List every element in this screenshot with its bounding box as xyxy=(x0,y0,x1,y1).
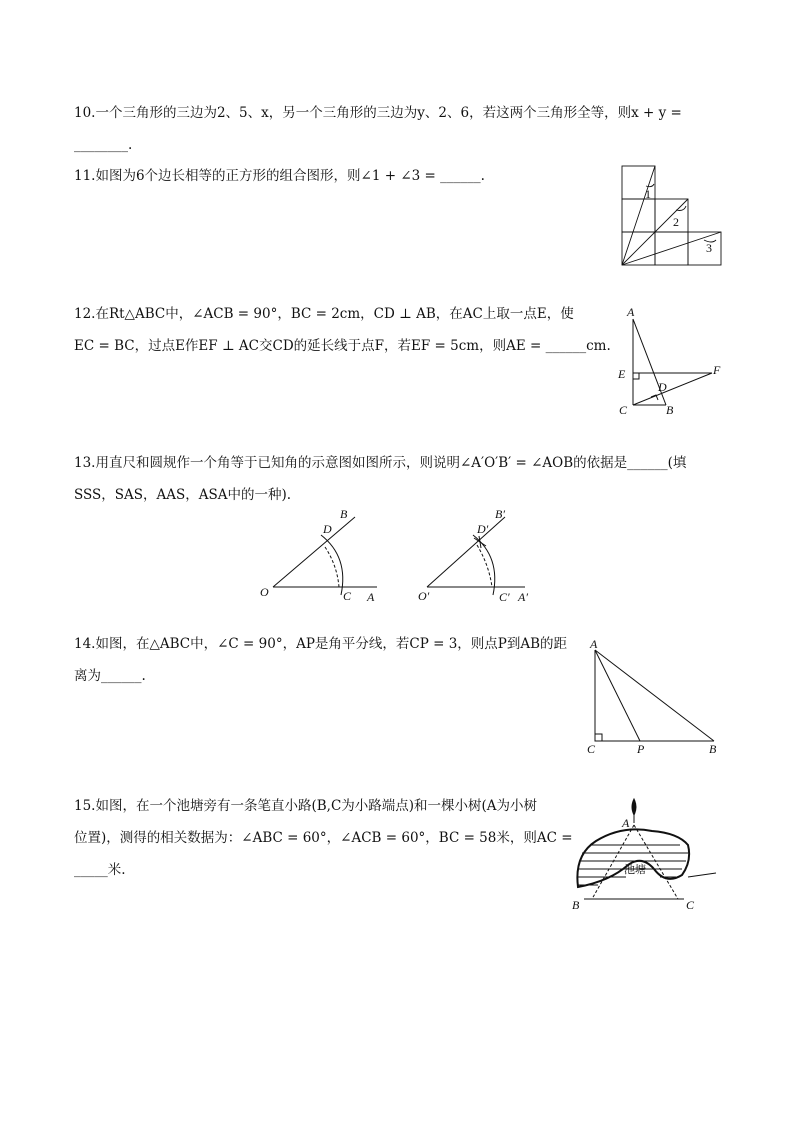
figure-13-label-B: B xyxy=(340,507,348,521)
question-10-line-1: 10.一个三角形的三边为2、5、x，另一个三角形的三边为y、2、6，若这两个三角形全等，则x + y = xyxy=(74,105,682,121)
figure-13-label-A: A xyxy=(367,590,375,604)
figure-12-label-D: D xyxy=(658,380,667,394)
question-12 xyxy=(74,298,611,362)
figure-14-label-A: A xyxy=(590,637,598,651)
figure-12-triangle xyxy=(612,305,727,420)
figure-12-label-B: B xyxy=(666,403,674,417)
question-11-line-1: 11.如图为6个边长相等的正方形的组合图形，则∠1 + ∠3 = ______. xyxy=(74,168,485,184)
figure-13-label-A-prime: A′ xyxy=(518,590,528,604)
question-13 xyxy=(74,447,686,511)
question-10-line-2: ________. xyxy=(74,137,133,153)
figure-13-label-C: C xyxy=(343,589,352,603)
figure-11-label-1: 1 xyxy=(645,187,651,201)
figure-15-label-B: B xyxy=(572,898,580,912)
question-15-line-1: 15.如图，在一个池塘旁有一条笔直小路(B,C为小路端点)和一棵小树(A为小树 xyxy=(74,798,538,814)
figure-14-label-B: B xyxy=(709,742,717,756)
question-12-line-2: EC = BC，过点E作EF ⊥ AC交CD的延长线于点F，若EF = 5cm，则AE = ______cm. xyxy=(74,338,611,354)
figure-13-label-O-prime: O′ xyxy=(418,589,430,603)
question-14-line-1: 14.如图，在△ABC中，∠C = 90°，AP是角平分线，若CP = 3，则点P到AB的距 xyxy=(74,636,568,652)
figure-12-label-F: F xyxy=(713,363,721,377)
figure-13-label-B-prime: B′ xyxy=(495,507,505,521)
figure-14-label-C: C xyxy=(587,742,596,756)
figure-12-label-E: E xyxy=(618,367,626,381)
figure-15-label-A: A xyxy=(622,816,630,830)
figure-13-angles xyxy=(255,505,545,605)
figure-15-pond xyxy=(570,795,720,915)
figure-11-label-2: 2 xyxy=(673,215,679,229)
figure-13-label-D-prime: D′ xyxy=(477,522,489,536)
question-14 xyxy=(74,628,567,692)
figure-12-label-A: A xyxy=(627,305,635,319)
figure-14-label-P: P xyxy=(637,742,645,756)
question-11 xyxy=(74,160,485,192)
question-15-line-2: 位置)，测得的相关数据为：∠ABC = 60°，∠ACB = 60°，BC = 58米，则AC = xyxy=(74,830,573,846)
figure-15-label-C: C xyxy=(686,898,695,912)
figure-13-label-D: D xyxy=(323,522,332,536)
figure-14-triangle xyxy=(582,636,732,761)
figure-15-label-pond: 池塘 xyxy=(624,863,646,876)
question-13-line-2: SSS，SAS，AAS，ASA中的一种). xyxy=(74,487,292,503)
question-12-line-1: 12.在Rt△ABC中，∠ACB = 90°，BC = 2cm，CD ⊥ AB，在AC上取一点E，使 xyxy=(74,306,574,322)
question-14-line-2: 离为______. xyxy=(74,668,146,684)
figure-13-label-O: O xyxy=(260,585,269,599)
figure-12-label-C: C xyxy=(619,403,628,417)
figure-13-label-C-prime: C′ xyxy=(499,590,510,604)
question-10 xyxy=(74,97,682,161)
figure-11-squares xyxy=(622,166,722,266)
question-15 xyxy=(74,790,573,886)
figure-11-label-3: 3 xyxy=(706,241,712,255)
question-15-line-3: _____米. xyxy=(74,862,126,878)
question-13-line-1: 13.用直尺和圆规作一个角等于已知角的示意图如图所示，则说明∠A′O′B′ = ∠AOB的依据是______(填 xyxy=(74,455,687,471)
